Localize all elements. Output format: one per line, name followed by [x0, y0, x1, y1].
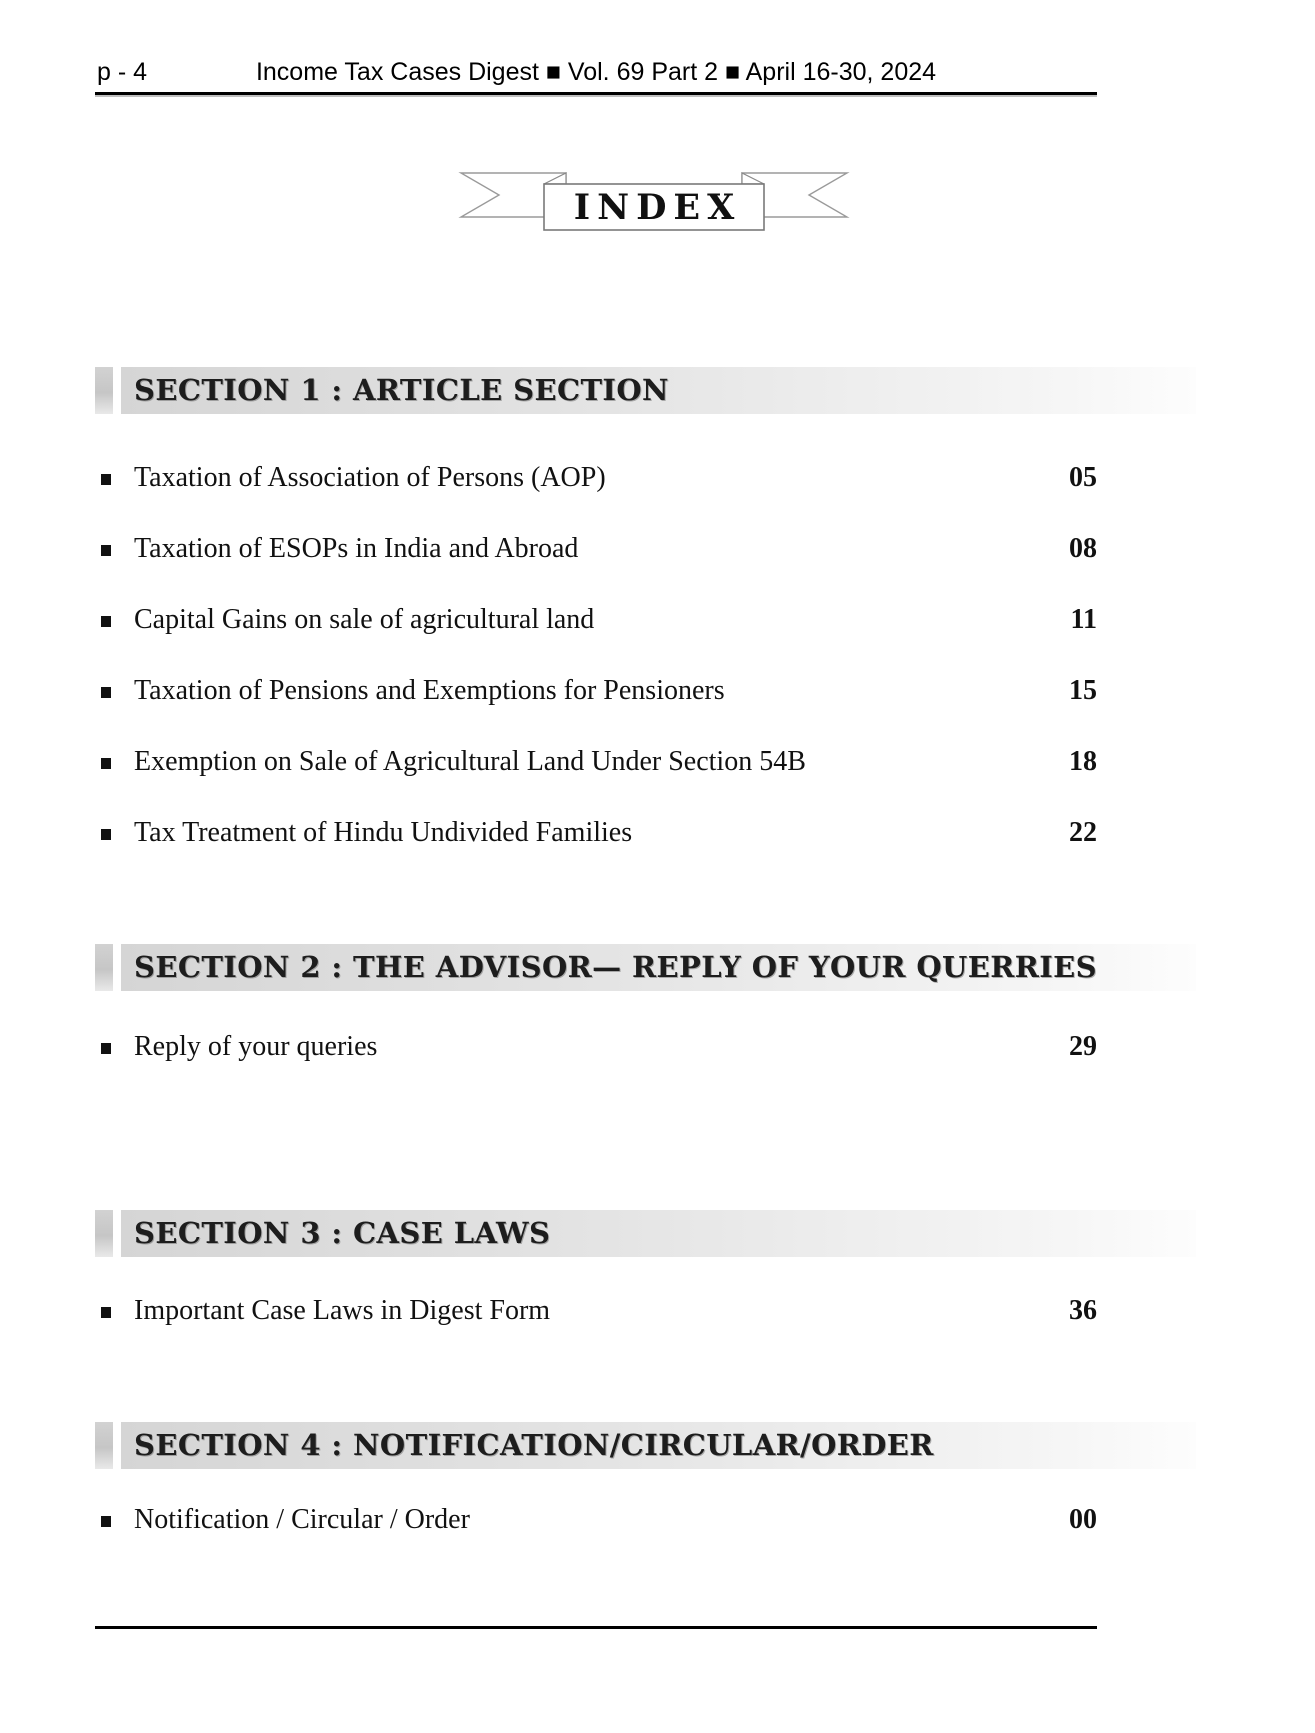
section-4-header-bar [95, 1422, 1196, 1469]
toc-entry-text: Notification / Circular / Order [134, 1504, 470, 1535]
toc-entry-text: Exemption on Sale of Agricultural Land Under Section 54B [134, 746, 806, 777]
section-bar-notch [95, 1422, 113, 1469]
section-bar-background [121, 944, 1196, 991]
toc-entry [95, 1503, 1097, 1537]
section-bar-background [121, 1210, 1196, 1257]
section-bar-background [121, 367, 1196, 414]
toc-entry [95, 532, 1097, 566]
square-bullet-icon [101, 474, 111, 485]
section-3-title: SECTION 3 : CASE LAWS [134, 1216, 551, 1250]
square-bullet-icon [101, 829, 111, 840]
toc-entry-page: 11 [1070, 604, 1097, 635]
section-3-header-bar [95, 1210, 1196, 1257]
toc-entry [95, 1294, 1097, 1328]
footer-rule [95, 1626, 1097, 1629]
toc-entry-page: 05 [1069, 462, 1097, 493]
toc-entry [95, 461, 1097, 495]
toc-entry [95, 816, 1097, 850]
toc-entry-text: Taxation of ESOPs in India and Abroad [134, 533, 579, 564]
section-4-title: SECTION 4 : NOTIFICATION/CIRCULAR/ORDER [134, 1428, 934, 1462]
toc-entry [95, 603, 1097, 637]
toc-entry-page: 18 [1069, 746, 1097, 777]
page-number-label: p - 4 [97, 58, 148, 86]
toc-entry-page: 00 [1069, 1504, 1097, 1535]
toc-entry-text: Reply of your queries [134, 1031, 378, 1062]
square-bullet-icon [101, 545, 111, 556]
toc-entry-page: 36 [1069, 1295, 1097, 1326]
header-rule [95, 92, 1097, 95]
section-bar-background [121, 1422, 1196, 1469]
index-banner-title: INDEX [573, 186, 742, 228]
toc-entry-page: 08 [1069, 533, 1097, 564]
toc-entry [95, 745, 1097, 779]
toc-entry-page: 15 [1069, 675, 1097, 706]
square-bullet-icon [101, 1307, 111, 1318]
square-bullet-icon [101, 1043, 111, 1054]
section-bar-notch [95, 1210, 113, 1257]
section-bar-notch [95, 944, 113, 991]
toc-entry-text: Tax Treatment of Hindu Undivided Families [134, 817, 633, 848]
square-bullet-icon [101, 616, 111, 627]
toc-entry-text: Capital Gains on sale of agricultural land [134, 604, 595, 635]
toc-entry-page: 29 [1069, 1031, 1097, 1062]
section-bar-notch [95, 367, 113, 414]
section-1-title: SECTION 1 : ARTICLE SECTION [134, 373, 669, 407]
toc-entry-text: Taxation of Association of Persons (AOP) [134, 462, 606, 493]
section-1-header-bar [95, 367, 1196, 414]
square-bullet-icon [101, 1516, 111, 1527]
square-bullet-icon [101, 687, 111, 698]
square-bullet-icon [101, 758, 111, 769]
section-2-header-bar [95, 944, 1196, 991]
toc-entry [95, 674, 1097, 708]
toc-entry-page: 22 [1069, 817, 1097, 848]
toc-entry [95, 1030, 1097, 1064]
toc-entry-text: Important Case Laws in Digest Form [134, 1295, 551, 1326]
journal-title-header: Income Tax Cases Digest ■ Vol. 69 Part 2 ■ April 16-30, 2024 [255, 58, 937, 86]
section-2-title: SECTION 2 : THE ADVISOR— REPLY OF YOUR QUERRIES [134, 950, 1098, 984]
toc-entry-text: Taxation of Pensions and Exemptions for Pensioners [134, 675, 725, 706]
